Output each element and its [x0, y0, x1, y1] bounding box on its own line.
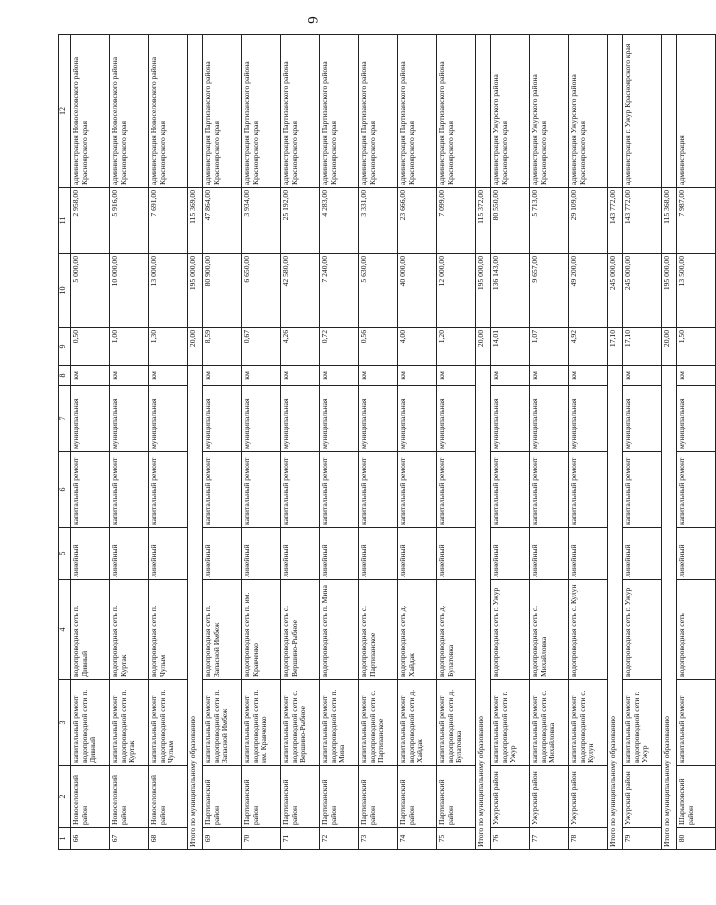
- project-name-cell: капитальный ремонт водопроводной сети д. Хайдак: [398, 680, 437, 766]
- column-number-6: 6: [59, 452, 71, 528]
- object-cell: водопроводная сеть п. Куртак: [110, 580, 149, 680]
- district-cell: Ужурский район: [491, 766, 530, 828]
- row-number-cell: 80: [677, 828, 716, 850]
- subtotal-label: Итого по муниципальному образованию: [476, 366, 491, 850]
- unit-cell: км: [281, 366, 320, 386]
- project-name-cell: капитальный ремонт водопроводной сети с. Михайловка: [530, 680, 569, 766]
- year-amount-cell: 47 864,00: [203, 188, 242, 254]
- object-cell: водопроводная сеть с. Михайловка: [530, 580, 569, 680]
- table-row: [71, 35, 110, 850]
- agency-cell: [188, 35, 203, 188]
- agency-cell: администрация Партизанского района Красноярского края: [359, 35, 398, 188]
- object-kind-cell: линейный: [359, 528, 398, 580]
- agency-cell: администрация Ужурского района Красноярского края: [569, 35, 608, 188]
- project-name-cell: капитальный ремонт: [677, 680, 716, 766]
- district-cell: Ужурский район: [530, 766, 569, 828]
- project-name-cell: капитальный ремонт водопроводной сети д. Булатовка: [437, 680, 476, 766]
- year-amount-cell: 4 283,00: [320, 188, 359, 254]
- row-number-cell: 71: [281, 828, 320, 850]
- object-kind-cell: линейный: [110, 528, 149, 580]
- length-cell: 0,56: [359, 328, 398, 366]
- column-number-1: 1: [59, 828, 71, 850]
- project-name-cell: капитальный ремонт водопроводной сети п. им. Кравченко: [242, 680, 281, 766]
- year-amount-cell: 143 772,00: [623, 188, 662, 254]
- ownership-cell: муниципальная: [203, 386, 242, 452]
- table-row: [320, 35, 359, 850]
- total-cost-cell: 13 000,00: [149, 254, 188, 328]
- ownership-cell: муниципальная: [71, 386, 110, 452]
- district-cell: Партизанский район: [281, 766, 320, 828]
- column-number-7: 7: [59, 386, 71, 452]
- district-cell: Партизанский район: [320, 766, 359, 828]
- object-kind-cell: линейный: [242, 528, 281, 580]
- total-cost-cell: 42 580,00: [281, 254, 320, 328]
- table-row: [491, 35, 530, 850]
- object-kind-cell: линейный: [281, 528, 320, 580]
- agency-cell: администрация Партизанского района Красноярского края: [281, 35, 320, 188]
- length-cell: 20,00: [662, 328, 677, 366]
- work-type-cell: капитальный ремонт: [242, 452, 281, 528]
- object-kind-cell: линейный: [320, 528, 359, 580]
- column-number-10: 10: [59, 254, 71, 328]
- agency-cell: администрация Ужурского района Красноярского края: [491, 35, 530, 188]
- unit-cell: км: [530, 366, 569, 386]
- object-cell: водопроводная сеть п. Мина: [320, 580, 359, 680]
- column-number-11: 11: [59, 188, 71, 254]
- year-amount-cell: 25 192,00: [281, 188, 320, 254]
- year-amount-cell: 2 958,00: [71, 188, 110, 254]
- project-name-cell: капитальный ремонт водопроводной сети г. Ужур: [491, 680, 530, 766]
- length-cell: 1,30: [149, 328, 188, 366]
- object-kind-cell: линейный: [203, 528, 242, 580]
- year-amount-cell: 115 369,00: [188, 188, 203, 254]
- year-amount-cell: 7 987,00: [677, 188, 716, 254]
- district-cell: Партизанский район: [359, 766, 398, 828]
- work-type-cell: капитальный ремонт: [677, 452, 716, 528]
- capital-repair-table: [58, 34, 716, 850]
- year-amount-cell: 5 713,00: [530, 188, 569, 254]
- work-type-cell: капитальный ремонт: [491, 452, 530, 528]
- total-cost-cell: 195 000,00: [662, 254, 677, 328]
- agency-cell: администрация Партизанского района Красноярского края: [398, 35, 437, 188]
- unit-cell: км: [110, 366, 149, 386]
- total-cost-cell: 13 500,00: [677, 254, 716, 328]
- object-cell: водопроводная сеть п. Дивный: [71, 580, 110, 680]
- total-cost-cell: 195 000,00: [476, 254, 491, 328]
- district-cell: Новоселовский район: [71, 766, 110, 828]
- column-number-12: 12: [59, 35, 71, 188]
- unit-cell: км: [203, 366, 242, 386]
- total-cost-cell: 9 657,00: [530, 254, 569, 328]
- length-cell: 17,10: [608, 328, 623, 366]
- agency-cell: администрация Новоселовского района Красноярского края: [149, 35, 188, 188]
- object-kind-cell: линейный: [398, 528, 437, 580]
- row-number-cell: 78: [569, 828, 608, 850]
- object-cell: водопроводная сеть с. Партизанское: [359, 580, 398, 680]
- district-cell: Партизанский район: [437, 766, 476, 828]
- agency-cell: администрация Партизанского района Красноярского края: [203, 35, 242, 188]
- row-number-cell: 70: [242, 828, 281, 850]
- object-cell: водопроводная сеть п. Запасной Имбеж: [203, 580, 242, 680]
- work-type-cell: капитальный ремонт: [359, 452, 398, 528]
- object-cell: водопроводная сеть с. Вершино-Рыбное: [281, 580, 320, 680]
- ownership-cell: муниципальная: [677, 386, 716, 452]
- object-cell: водопроводная сеть: [677, 580, 716, 680]
- table-row: [623, 35, 662, 850]
- unit-cell: км: [149, 366, 188, 386]
- ownership-cell: муниципальная: [242, 386, 281, 452]
- object-kind-cell: линейный: [530, 528, 569, 580]
- total-cost-cell: 5 000,00: [71, 254, 110, 328]
- column-number-2: 2: [59, 766, 71, 828]
- object-kind-cell: линейный: [437, 528, 476, 580]
- year-amount-cell: 3 934,00: [242, 188, 281, 254]
- total-cost-cell: 245 000,00: [623, 254, 662, 328]
- table-row: [530, 35, 569, 850]
- district-cell: Партизанский район: [398, 766, 437, 828]
- object-kind-cell: линейный: [491, 528, 530, 580]
- column-number-8: 8: [59, 366, 71, 386]
- subtotal-label: Итого по муниципальному образованию: [188, 366, 203, 850]
- object-cell: водопроводная сеть с. Кулун: [569, 580, 608, 680]
- ownership-cell: муниципальная: [569, 386, 608, 452]
- agency-cell: администрация: [677, 35, 716, 188]
- project-name-cell: капитальный ремонт водопроводной сети п. Дивный: [71, 680, 110, 766]
- subtotal-label: Итого по муниципальному образованию: [662, 366, 677, 850]
- object-cell: водопроводная сеть г. Ужур: [623, 580, 662, 680]
- year-amount-cell: 29 109,00: [569, 188, 608, 254]
- length-cell: 17,10: [623, 328, 662, 366]
- table-row: [281, 35, 320, 850]
- table-row: [569, 35, 608, 850]
- agency-cell: администрация Ужурского района Красноярского края: [530, 35, 569, 188]
- subtotal-label: Итого по муниципальному образованию: [608, 366, 623, 850]
- total-cost-cell: 6 650,00: [242, 254, 281, 328]
- work-type-cell: капитальный ремонт: [281, 452, 320, 528]
- column-number-5: 5: [59, 528, 71, 580]
- year-amount-cell: 7 691,00: [149, 188, 188, 254]
- row-number-cell: 72: [320, 828, 359, 850]
- year-amount-cell: 7 099,00: [437, 188, 476, 254]
- project-name-cell: капитальный ремонт водопроводной сети п. Куртак: [110, 680, 149, 766]
- length-cell: 14,01: [491, 328, 530, 366]
- total-cost-cell: 136 143,00: [491, 254, 530, 328]
- length-cell: 4,26: [281, 328, 320, 366]
- ownership-cell: муниципальная: [491, 386, 530, 452]
- total-cost-cell: 12 000,00: [437, 254, 476, 328]
- row-number-cell: 79: [623, 828, 662, 850]
- length-cell: 1,50: [677, 328, 716, 366]
- district-cell: Ужурский район: [623, 766, 662, 828]
- table-row: [242, 35, 281, 850]
- row-number-cell: 73: [359, 828, 398, 850]
- work-type-cell: капитальный ремонт: [203, 452, 242, 528]
- object-cell: водопроводная сеть д. Булатовка: [437, 580, 476, 680]
- district-cell: Партизанский район: [242, 766, 281, 828]
- length-cell: 20,00: [476, 328, 491, 366]
- table-row: [359, 35, 398, 850]
- object-cell: водопроводная сеть д. Хайдак: [398, 580, 437, 680]
- ownership-cell: муниципальная: [437, 386, 476, 452]
- length-cell: 20,00: [188, 328, 203, 366]
- agency-cell: администрация Партизанского района Красноярского края: [242, 35, 281, 188]
- total-cost-cell: 245 000,00: [608, 254, 623, 328]
- row-number-cell: 75: [437, 828, 476, 850]
- column-number-3: 3: [59, 680, 71, 766]
- agency-cell: администрация Новоселовского района Красноярского края: [110, 35, 149, 188]
- district-cell: Шарыповский район: [677, 766, 716, 828]
- subtotal-row: [476, 35, 491, 850]
- ownership-cell: муниципальная: [530, 386, 569, 452]
- table-row: [677, 35, 716, 850]
- table-row: [149, 35, 188, 850]
- ownership-cell: муниципальная: [623, 386, 662, 452]
- table-row: [110, 35, 149, 850]
- total-cost-cell: 195 000,00: [188, 254, 203, 328]
- length-cell: 0,50: [71, 328, 110, 366]
- unit-cell: км: [623, 366, 662, 386]
- object-kind-cell: линейный: [569, 528, 608, 580]
- project-name-cell: капитальный ремонт водопроводной сети с. Вершино-Рыбное: [281, 680, 320, 766]
- agency-cell: администрация Партизанского района Красноярского края: [437, 35, 476, 188]
- work-type-cell: капитальный ремонт: [398, 452, 437, 528]
- project-name-cell: капитальный ремонт водопроводной сети п. Чулым: [149, 680, 188, 766]
- year-amount-cell: 80 550,00: [491, 188, 530, 254]
- total-cost-cell: 40 000,00: [398, 254, 437, 328]
- row-number-cell: 68: [149, 828, 188, 850]
- district-cell: Новоселовский район: [149, 766, 188, 828]
- unit-cell: км: [359, 366, 398, 386]
- unit-cell: км: [677, 366, 716, 386]
- table-row: [203, 35, 242, 850]
- unit-cell: км: [491, 366, 530, 386]
- object-cell: водопроводная сеть г. Ужур: [491, 580, 530, 680]
- work-type-cell: капитальный ремонт: [110, 452, 149, 528]
- year-amount-cell: 3 331,00: [359, 188, 398, 254]
- agency-cell: [662, 35, 677, 188]
- object-kind-cell: линейный: [149, 528, 188, 580]
- total-cost-cell: 49 200,00: [569, 254, 608, 328]
- agency-cell: администрация Партизанского района Красноярского края: [320, 35, 359, 188]
- work-type-cell: капитальный ремонт: [623, 452, 662, 528]
- agency-cell: администрация Новоселовского района Красноярского края: [71, 35, 110, 188]
- row-number-cell: 74: [398, 828, 437, 850]
- work-type-cell: капитальный ремонт: [437, 452, 476, 528]
- row-number-cell: 77: [530, 828, 569, 850]
- total-cost-cell: 10 000,00: [110, 254, 149, 328]
- district-cell: Новоселовский район: [110, 766, 149, 828]
- total-cost-cell: 5 630,00: [359, 254, 398, 328]
- unit-cell: км: [320, 366, 359, 386]
- unit-cell: км: [398, 366, 437, 386]
- object-cell: водопроводная сеть п. Чулым: [149, 580, 188, 680]
- page-number: 6: [304, 16, 321, 24]
- work-type-cell: капитальный ремонт: [71, 452, 110, 528]
- object-kind-cell: линейный: [623, 528, 662, 580]
- work-type-cell: капитальный ремонт: [569, 452, 608, 528]
- work-type-cell: капитальный ремонт: [530, 452, 569, 528]
- row-number-cell: 76: [491, 828, 530, 850]
- row-number-cell: 67: [110, 828, 149, 850]
- unit-cell: км: [437, 366, 476, 386]
- length-cell: 1,07: [530, 328, 569, 366]
- project-name-cell: капитальный ремонт водопроводной сети п. Запасной Имбеж: [203, 680, 242, 766]
- year-amount-cell: 115 372,00: [476, 188, 491, 254]
- rotated-table-area: [58, 35, 695, 850]
- object-kind-cell: линейный: [677, 528, 716, 580]
- ownership-cell: муниципальная: [359, 386, 398, 452]
- column-number-4: 4: [59, 580, 71, 680]
- unit-cell: км: [569, 366, 608, 386]
- ownership-cell: муниципальная: [281, 386, 320, 452]
- work-type-cell: капитальный ремонт: [149, 452, 188, 528]
- length-cell: 0,72: [320, 328, 359, 366]
- column-number-9: 9: [59, 328, 71, 366]
- length-cell: 1,00: [110, 328, 149, 366]
- year-amount-cell: 23 666,00: [398, 188, 437, 254]
- year-amount-cell: 5 916,00: [110, 188, 149, 254]
- project-name-cell: капитальный ремонт водопроводной сети п. Мина: [320, 680, 359, 766]
- unit-cell: км: [71, 366, 110, 386]
- ownership-cell: муниципальная: [320, 386, 359, 452]
- ownership-cell: муниципальная: [398, 386, 437, 452]
- row-number-cell: 66: [71, 828, 110, 850]
- unit-cell: км: [242, 366, 281, 386]
- subtotal-row: [662, 35, 677, 850]
- subtotal-row: [188, 35, 203, 850]
- agency-cell: [476, 35, 491, 188]
- object-cell: водопроводная сеть п. им. Кравченко: [242, 580, 281, 680]
- length-cell: 0,67: [242, 328, 281, 366]
- year-amount-cell: 115 368,00: [662, 188, 677, 254]
- project-name-cell: капитальный ремонт водопроводной сети г. Ужур: [623, 680, 662, 766]
- project-name-cell: капитальный ремонт водопроводной сети с. Кулун: [569, 680, 608, 766]
- project-name-cell: капитальный ремонт водопроводной сети с. Партизанское: [359, 680, 398, 766]
- year-amount-cell: 143 772,00: [608, 188, 623, 254]
- length-cell: 4,92: [569, 328, 608, 366]
- total-cost-cell: 7 240,00: [320, 254, 359, 328]
- table-row: [398, 35, 437, 850]
- table-row: [437, 35, 476, 850]
- ownership-cell: муниципальная: [110, 386, 149, 452]
- length-cell: 4,00: [398, 328, 437, 366]
- district-cell: Ужурский район: [569, 766, 608, 828]
- agency-cell: [608, 35, 623, 188]
- object-kind-cell: линейный: [71, 528, 110, 580]
- work-type-cell: капитальный ремонт: [320, 452, 359, 528]
- ownership-cell: муниципальная: [149, 386, 188, 452]
- total-cost-cell: 80 900,00: [203, 254, 242, 328]
- subtotal-row: [608, 35, 623, 850]
- agency-cell: администрация г. Ужур Красноярского края: [623, 35, 662, 188]
- length-cell: 1,20: [437, 328, 476, 366]
- length-cell: 8,59: [203, 328, 242, 366]
- row-number-cell: 69: [203, 828, 242, 850]
- column-number-row: [59, 35, 71, 850]
- district-cell: Партизанский район: [203, 766, 242, 828]
